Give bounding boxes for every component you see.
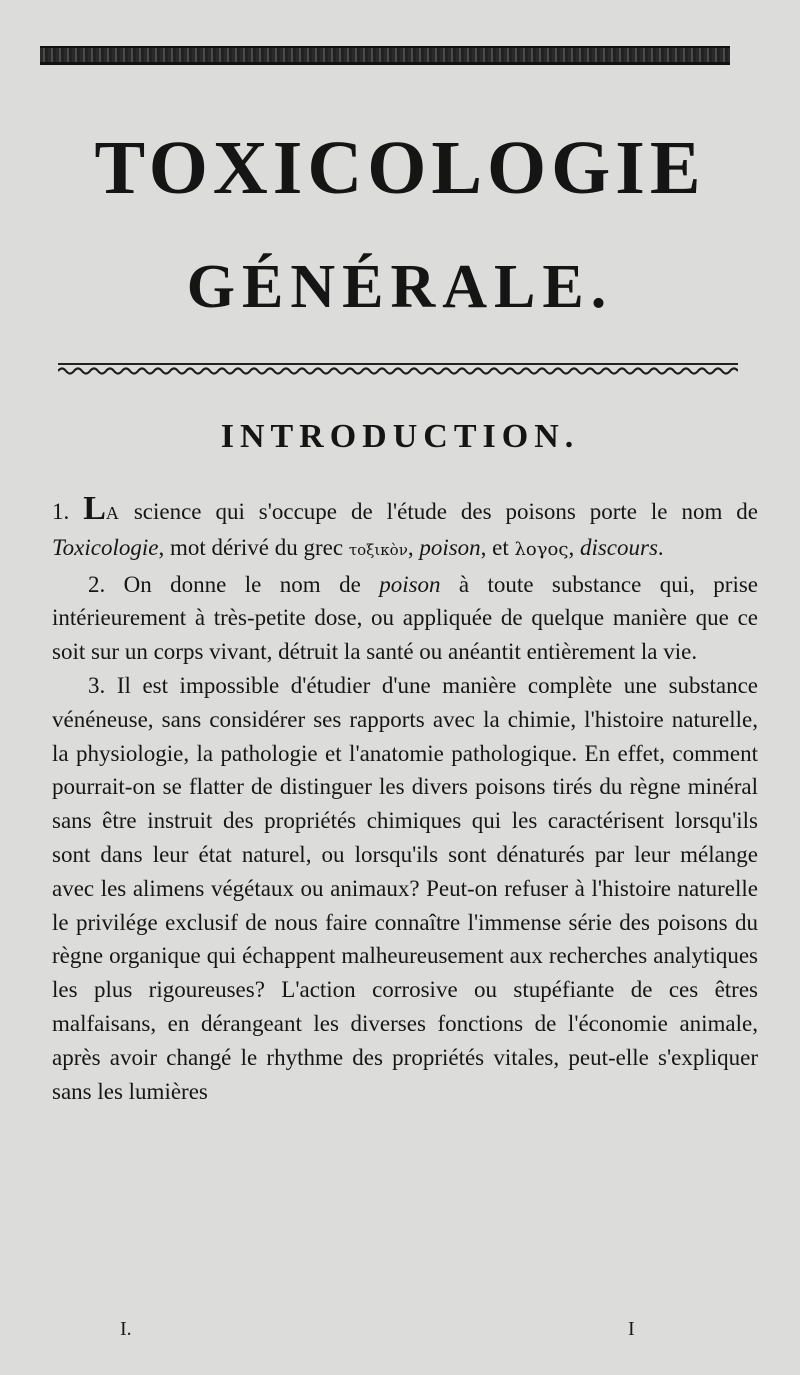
paragraph-number: 3. xyxy=(88,672,106,698)
gloss-poison: poison xyxy=(419,534,481,560)
body-text xyxy=(52,492,758,1108)
paragraph-number: 1. xyxy=(52,499,70,524)
term-poison: poison xyxy=(379,571,441,597)
greek-word: λογος xyxy=(514,538,569,560)
section-heading-introduction: INTRODUCTION. xyxy=(220,418,580,455)
text-run: à toute substance qui, prise intérieurement à très-petite dose, ou appliquée de quelque manière que ce soit sur un corps vivant, détruit la santé ou anéantit entièrement la vie. xyxy=(52,571,759,665)
greek-word: τοξικὸν xyxy=(348,540,408,559)
text-run: On donne le nom de xyxy=(105,571,380,597)
paragraph-3 xyxy=(52,669,758,1108)
signature-mark: I. xyxy=(120,1318,132,1340)
text-run: , xyxy=(568,534,580,560)
paragraph-2 xyxy=(52,568,758,669)
text-run: Il est impossible d'étudier d'une manière complète une substance vénéneuse, sans considérer ses rapports avec la chimie, l'histoire naturelle, la physiologie, la pathologie et l'anatomie pathologique. En effet, comment pourrait-on se flatter de distinguer les divers poisons tirés du règne minéral sans être instruit des propriétés chimiques qui les caractérisent lorsqu'ils sont dans leur état naturel, ou lorsqu'ils sont dénaturés par leur mélange avec les alimens végétaux ou animaux? Peut-on refuser à l'histoire naturelle le privilége exclusif de nous faire connaître l'immense série des poisons du règne organique qui échappent malheureusement aux recherches analytiques les plus rigoureuses? L'action corrosive ou stupéfiante de ces êtres malfaisans, en dérangeant les diverses fonctions de l'économie animale, après avoir changé le rhythme des propriétés vitales, peut-elle s'expliquer sans les lumières xyxy=(52,672,758,1104)
page-number: I xyxy=(628,1318,635,1340)
text-run: . xyxy=(657,534,664,560)
title-generale: GÉNÉRALE. xyxy=(186,253,614,321)
drop-initial: L xyxy=(83,490,106,527)
title-toxicologie: TOXICOLOGIE xyxy=(94,126,706,210)
text-run: , xyxy=(407,534,420,560)
text-run: , et xyxy=(480,534,515,560)
paragraph-number: 2. xyxy=(88,571,106,597)
gloss-discours: discours xyxy=(579,534,658,560)
text-run: , mot dérivé du grec xyxy=(158,534,349,560)
term-toxicologie: Toxicologie xyxy=(52,534,159,560)
paragraph-1 xyxy=(52,492,758,568)
lead-small-caps: A xyxy=(105,503,120,523)
header-rule xyxy=(40,46,730,65)
text-run: science qui s'occupe de l'étude des poisons porte le nom de xyxy=(119,499,759,524)
ornamental-wavy-rule xyxy=(58,362,738,376)
